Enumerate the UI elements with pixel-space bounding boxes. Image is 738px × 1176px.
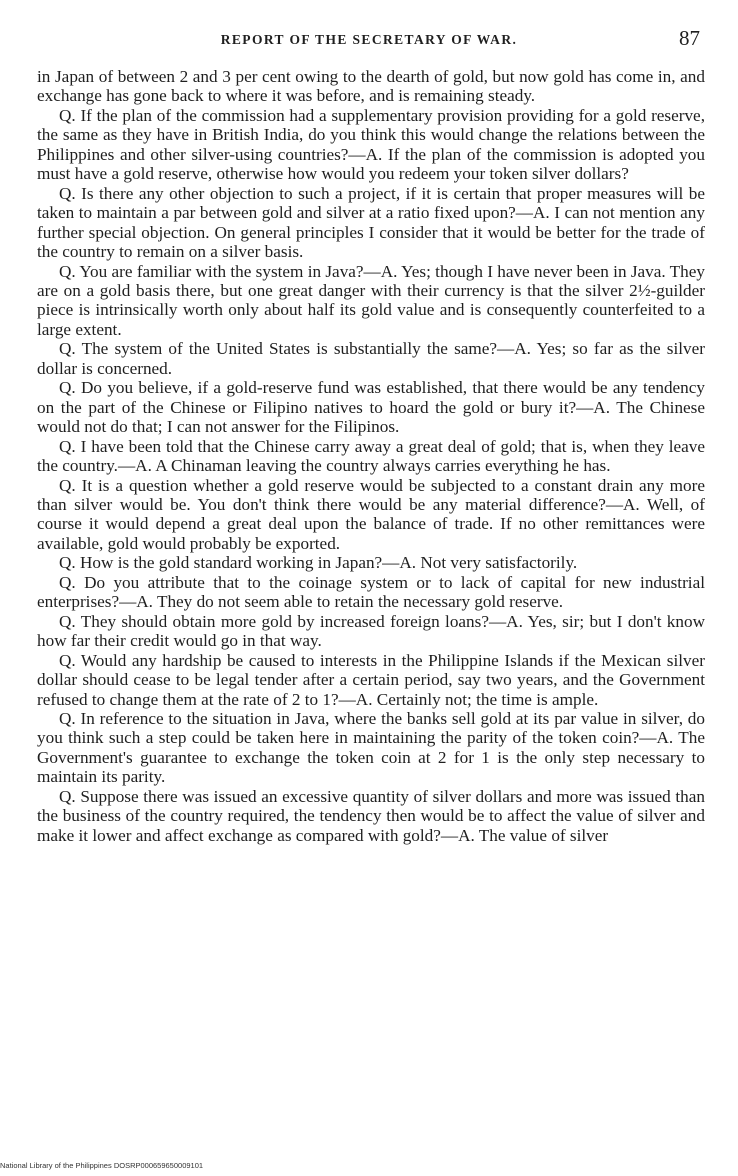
paragraph-question: Q. In reference to the situation in Java, where the banks sell gold at its par value in silver, do you think such a step could be taken here in maintaining the parity of the token coin?—A. The Government's guarantee to exchange the token coin at 2 for 1 is the only step necessary to maintain its parity. (37, 708, 705, 787)
paragraph-question: Q. Suppose there was issued an excessive quantity of silver dollars and more was issued than the business of the country required, the tendency then would be to affect the value of silver and make it lower and affect exchange as compared with gold?—A. The value of silver (37, 786, 705, 845)
paragraph-question: Q. They should obtain more gold by increased foreign loans?—A. Yes, sir; but I don't know how far their credit would go in that way. (37, 611, 705, 651)
paragraph-question: Q. It is a question whether a gold reserve would be subjected to a constant drain any more than silver would be. You don't think there would be any material difference?—A. Well, of course it would depend a great deal upon the balance of trade. If no other remittances were available, gold would probably be exported. (37, 475, 705, 553)
body-text (37, 67, 705, 845)
paragraph-question: Q. How is the gold standard working in Japan?—A. Not very satisfactorily. (59, 553, 578, 573)
paragraph-question: Q. You are familiar with the system in Java?—A. Yes; though I have never been in Java. They are on a gold basis there, but one great danger with their currency is that the silver 2½-guilder piece is intrinsically worth only about half its gold value and is consequently counterfeited to a large extent. (37, 261, 705, 339)
paragraph-question: Q. Would any hardship be caused to interests in the Philippine Islands if the Mexican silver dollar should cease to be legal tender after a certain period, say two years, and the Government refused to change them at the rate of 2 to 1?—A. Certainly not; the time is ample. (37, 650, 705, 709)
paragraph-question: Q. Is there any other objection to such a project, if it is certain that proper measures will be taken to maintain a par between gold and silver at a ratio fixed upon?—A. I can not mention any further special objection. On general principles I consider that it would be better for the trade of the country to remain on a silver basis. (37, 183, 705, 262)
page-header (36, 24, 702, 54)
paragraph-question: Q. If the plan of the commission had a supplementary provision providing for a gold reserve, the same as they have in British India, do you think this would change the relations between the Philippines and other silver-using countries?—A. If the plan of the commission is adopted you must have a gold reserve, otherwise how would you redeem your token silver dollars? (37, 105, 705, 184)
paragraph-continuation: in Japan of between 2 and 3 per cent owing to the dearth of gold, but now gold has come in, and exchange has gone back to where it was before, and is remaining steady. (37, 67, 705, 106)
paragraph-question: Q. I have been told that the Chinese carry away a great deal of gold; that is, when they leave the country.—A. A Chinaman leaving the country always carries everything he has. (37, 436, 705, 476)
paragraph-question: Q. The system of the United States is substantially the same?—A. Yes; so far as the silver dollar is concerned. (37, 339, 705, 378)
paragraph-question: Q. Do you believe, if a gold-reserve fund was established, that there would be any tendency on the part of the Chinese or Filipino natives to hoard the gold or bury it?—A. The Chinese would not do that; I can not answer for the Filipinos. (37, 378, 705, 437)
paragraph-question: Q. Do you attribute that to the coinage system or to lack of capital for new industrial enterprises?—A. They do not seem able to retain the necessary gold reserve. (37, 572, 705, 612)
scan-credit: National Library of the Philippines DOSRP000659650009101 (0, 1161, 204, 1170)
page-number: 87 (679, 26, 700, 50)
running-head: REPORT OF THE SECRETARY OF WAR. (220, 32, 518, 47)
